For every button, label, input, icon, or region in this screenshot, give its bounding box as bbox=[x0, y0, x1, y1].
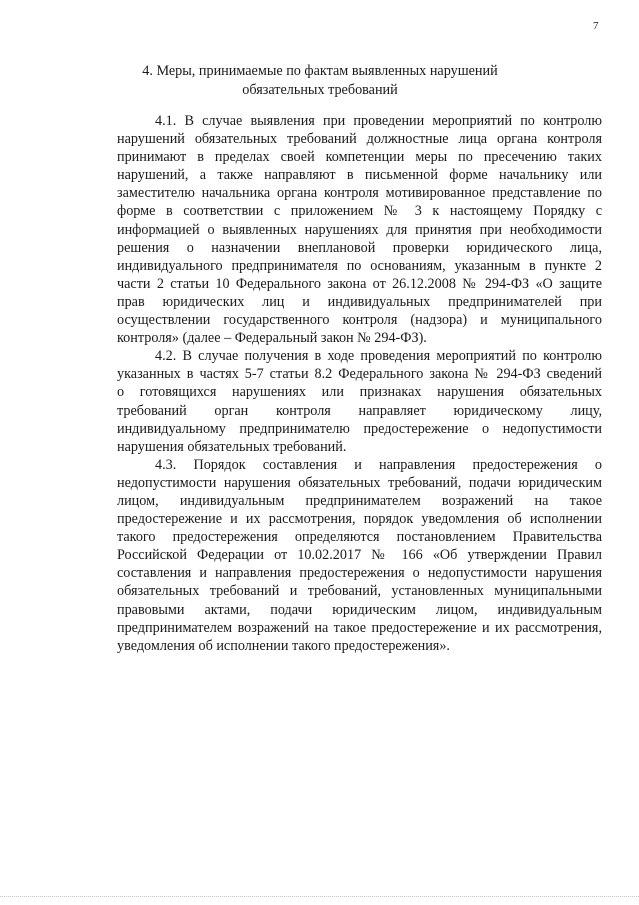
paragraph-line: форме в соответствии с приложением № 3 к настоящему Порядку с bbox=[117, 203, 602, 220]
paragraph-4-2 bbox=[117, 347, 602, 456]
paragraph-line: такого предостережения определяются постановлением Правительства bbox=[117, 529, 602, 546]
section-heading-line-2: обязательных требований bbox=[242, 82, 398, 98]
paragraph-line: нарушений, а также направляют в письменной форме начальнику или bbox=[117, 167, 602, 184]
paragraph-line: лицом, индивидуальным предпринимателем возражений на такое bbox=[117, 492, 602, 509]
paragraph-line: предостережение и их рассмотрения, порядок уведомления об исполнении bbox=[117, 511, 602, 528]
paragraph-4-3 bbox=[117, 456, 602, 655]
section-heading bbox=[100, 62, 540, 100]
paragraph-line: осуществлении государственного контроля (надзора) и муниципального bbox=[117, 312, 602, 329]
paragraph-line: индивидуального предпринимателя по основаниям, указанным в пункте 2 bbox=[117, 257, 602, 274]
paragraph-line: нарушения обязательных требований. bbox=[117, 438, 347, 455]
page-number: 7 bbox=[593, 20, 599, 32]
section-heading-line-1: 4. Меры, принимаемые по фактам выявленных нарушений bbox=[142, 63, 498, 79]
paragraph-line: Российской Федерации от 10.02.2017 № 166 «Об утверждении Правил bbox=[117, 547, 602, 564]
paragraph-line: предпринимателем возражений на такое предостережение и их рассмотрения, bbox=[117, 619, 602, 636]
paragraph-line: 4.2. В случае получения в ходе проведения мероприятий по контролю bbox=[155, 348, 602, 365]
paragraph-line: контроля» (далее – Федеральный закон № 294-ФЗ). bbox=[117, 330, 427, 347]
document-body bbox=[117, 112, 602, 655]
paragraph-line: принимают в пределах своей компетенции меры по пресечению таких bbox=[117, 149, 602, 166]
paragraph-line: обязательных требований и требований, установленных муниципальными bbox=[117, 583, 602, 600]
paragraph-line: информацией о выявленных нарушениях для принятия при необходимости bbox=[117, 221, 602, 238]
paragraph-4-1 bbox=[117, 112, 602, 347]
scan-bottom-edge bbox=[0, 896, 639, 897]
paragraph-line: о готовящихся нарушениях или признаках нарушения обязательных bbox=[117, 384, 602, 401]
paragraph-line: недопустимости нарушения обязательных требований, подачи юридическим bbox=[117, 474, 602, 491]
paragraph-line: нарушений обязательных требований должностные лица органа контроля bbox=[117, 131, 602, 148]
paragraph-line: 4.3. Порядок составления и направления предостережения о bbox=[155, 456, 602, 473]
paragraph-line: прав юридических лиц и индивидуальных предпринимателей при bbox=[117, 293, 602, 310]
paragraph-line: составления и направления предостережения о недопустимости нарушения bbox=[117, 565, 602, 582]
paragraph-line: уведомления об исполнении такого предостережения». bbox=[117, 637, 450, 654]
paragraph-line: заместителю начальника органа контроля мотивированное представление по bbox=[117, 185, 602, 202]
paragraph-line: указанных в частях 5-7 статьи 8.2 Федерального закона № 294-ФЗ сведений bbox=[117, 366, 602, 383]
paragraph-line: 4.1. В случае выявления при проведении мероприятий по контролю bbox=[155, 113, 602, 129]
paragraph-line: требований орган контроля направляет юридическому лицу, bbox=[117, 402, 602, 419]
paragraph-line: решения о назначении внеплановой проверки юридического лица, bbox=[117, 239, 602, 256]
paragraph-line: части 2 статьи 10 Федерального закона от 26.12.2008 № 294-ФЗ «О защите bbox=[117, 275, 602, 292]
paragraph-line: правовыми актами, подачи юридическим лицом, индивидуальным bbox=[117, 601, 602, 618]
paragraph-line: индивидуальному предпринимателю предостережение о недопустимости bbox=[117, 420, 602, 437]
